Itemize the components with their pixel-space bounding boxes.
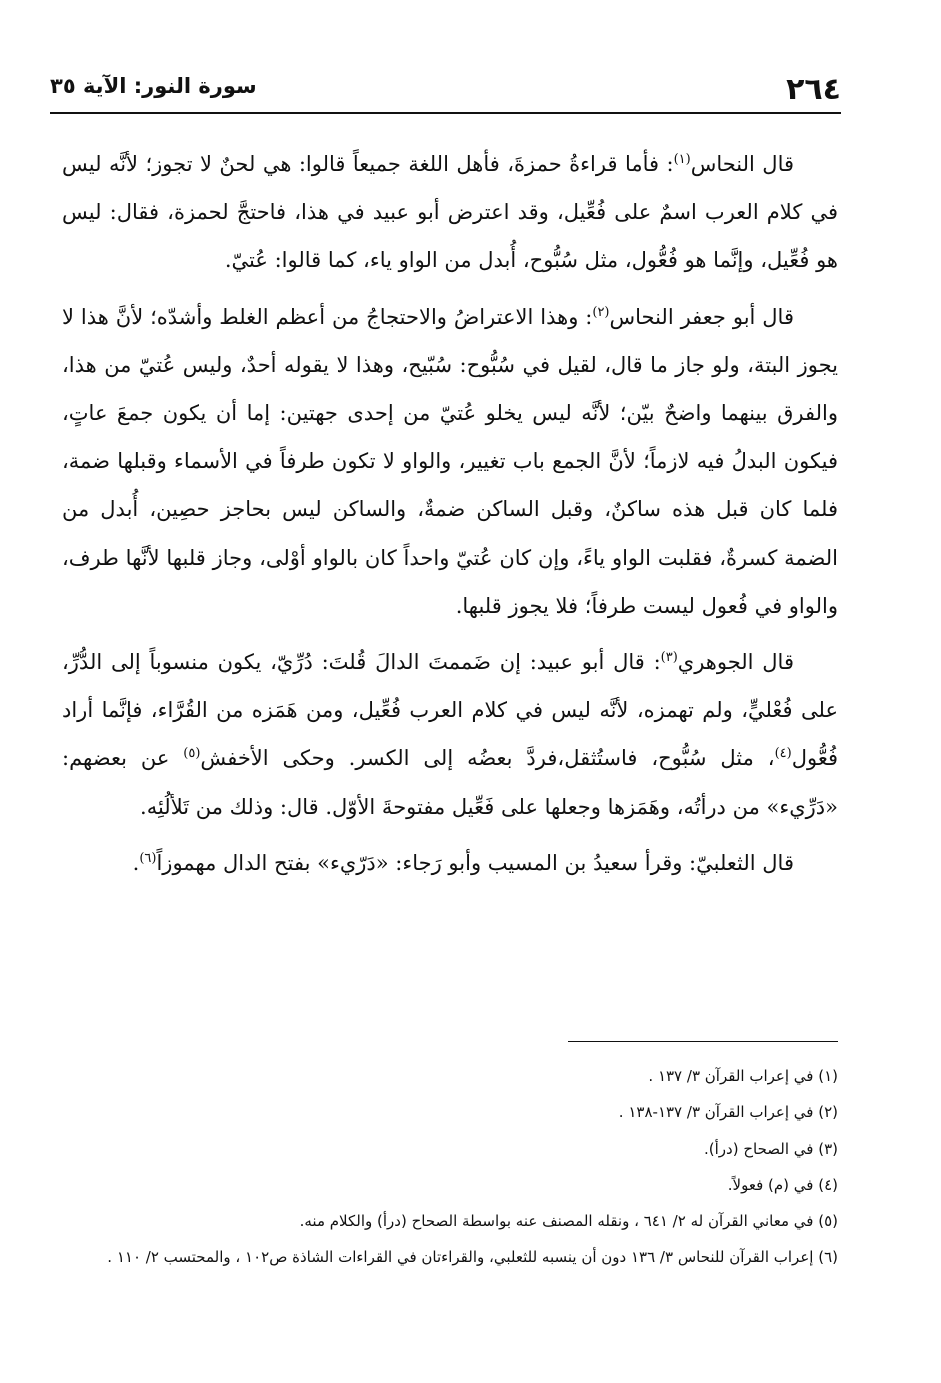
- footnote-3: (٣) في الصحاح (درأ).: [704, 1139, 838, 1158]
- footnote-4: (٤) في (م) فعولاً.: [727, 1175, 838, 1194]
- page-number: ٢٦٤: [786, 72, 841, 107]
- footnote-2: (٢) في إعراب القرآن ٣/ ١٣٧-١٣٨ .: [618, 1103, 838, 1122]
- footnotes: [62, 1058, 838, 1276]
- footnote-marker: (٥): [183, 746, 201, 762]
- footnote-separator: [568, 1041, 838, 1042]
- paragraph-jawhari: قال الجوهري$^{(٣)}$: قال أبو عبيد: إن ضَممتَ الدالَ قُلتَ: دُرِّيّ، يكون منسوباً إلى الدُّرِّ، على فُعْليٍّ، ولم تهمزه، لأنَّه ليس في كلام العرب فُعِّيل، ومن هَمَزه من القُرَّاء، فإنَّما أراد فُعُّول$^{(٤)}$، مثل سُبُّوح، فاستُثقل،فردَّ بعضُه إلى الكسر. وحكى الأخفش$^{(٥)}$ عن بعضهم: «دَرِّيء» من درأتُه، وهَمَزها وجعلها على فَعِّيل مفتوحةَ الأوّل. قال: وذلك من تَلألُئِه.: [62, 650, 838, 819]
- footnote-marker: (١): [673, 152, 691, 167]
- header-rule: [50, 112, 841, 114]
- paragraph-nahhas-1: قال النحاس$^{(١)}$: فأما قراءةُ حمزةَ، فأهل اللغة جميعاً قالوا: هي لحنٌ لا تجوز؛ لأنَّه ليس في كلام العرب اسمٌ على فُعِّيل، وقد اعترض أبو عبيد في هذا، فاحتجَّ لحمزة، فقال: ليس هو فُعِّيل، وإنَّما هو فُعُّول، مثل سُبُّوح، أُبدل من الواو ياء، كما قالوا: عُتيّ.: [62, 152, 838, 273]
- running-title: سورة النور: الآية ٣٥: [50, 74, 257, 98]
- footnote-6: (٦) إعراب القرآن للنحاس ٣/ ١٣٦ دون أن ينسبه للثعلبي، والقراءتان في القراءات الشاذة ص١٠٢ ، والمحتسب ٢/ ١١٠ .: [107, 1248, 838, 1267]
- footnote-1: (١) في إعراب القرآن ٣/ ١٣٧ .: [648, 1067, 838, 1085]
- page-header: [50, 68, 841, 112]
- footnote-marker: (٣): [660, 650, 678, 666]
- paragraph-nahhas-2: قال أبو جعفر النحاس$^{(٢)}$: وهذا الاعتراضُ والاحتجاجُ من أعظم الغلط وأشدّه؛ لأنَّ هذا لا يجوز البتة، ولو جاز ما قال، لقيل في سُبُّوح: سُبّيح، وهذا لا يقوله أحدٌ، وليس عُتيّ من هذا، والفرق بينهما واضحٌ بيّن؛ لأنَّه ليس يخلو عُتيّ من إحدى جهتين: إما أن يكون جمعَ عاتٍ، فيكون البدلُ فيه لازماً؛ لأنَّ الجمع باب تغيير، والواو لا تكون طرفاً في الأسماء وقبلها ضمة، فلما كان قبل هذه ساكنٌ، وقبل الساكن ضمةٌ، والساكن ليس بحاجز حصِين، أُبدل من الضمة كسرةٌ، فقلبت الواو ياءً، وإن كان عُتيّ واحداً كان بالواو أوْلى، وجاز قلبها لأنَّها طرف، والواو في فُعول ليست طرفاً؛ فلا يجوز قلبها.: [62, 304, 838, 618]
- main-text: [62, 140, 838, 895]
- paragraph-thalabi: قال الثعلبيّ: وقرأ سعيدُ بن المسيب وأبو رَجاء: «دَرّيء» بفتح الدال مهموزاً$^{(٦)}$.: [132, 850, 794, 875]
- footnote-marker: (٦): [139, 850, 157, 866]
- footnote-marker: (٢): [592, 304, 610, 320]
- footnote-marker: (٤): [774, 746, 792, 762]
- footnote-5: (٥) في معاني القرآن له ٢/ ٦٤١ ، ونقله المصنف عنه بواسطة الصحاح (درأ) والكلام منه.: [299, 1212, 838, 1231]
